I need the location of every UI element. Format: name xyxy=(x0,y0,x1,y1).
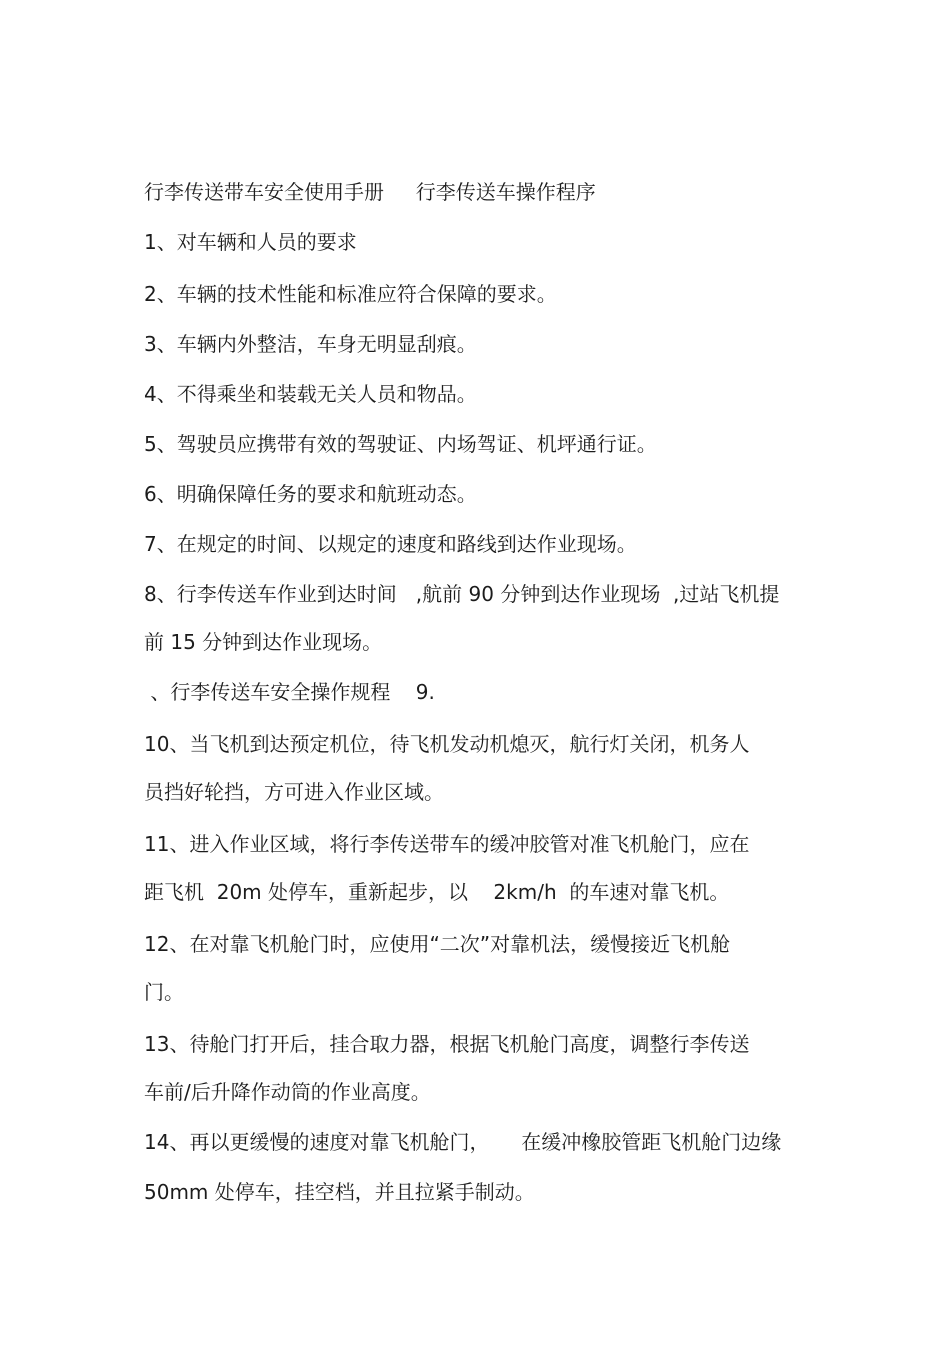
paragraph-line: 11、进入作业区域，将行李传送带车的缓冲胶管对准飞机舱门，应在 xyxy=(144,832,750,856)
paragraph-line: 前 15 分钟到达作业现场。 xyxy=(144,630,383,654)
paragraph-line: 4、不得乘坐和装载无关人员和物品。 xyxy=(144,382,477,406)
paragraph-line: 5、驾驶员应携带有效的驾驶证、内场驾证、机坪通行证。 xyxy=(144,432,657,456)
paragraph-line: 距飞机 20m 处停车，重新起步，以 2km/h 的车速对靠飞机。 xyxy=(144,880,730,904)
paragraph-line: 13、待舱门打开后，挂合取力器，根据飞机舱门高度，调整行李传送 xyxy=(144,1032,750,1056)
paragraph-line: 门。 xyxy=(144,980,184,1004)
paragraph-line: 6、明确保障任务的要求和航班动态。 xyxy=(144,482,477,506)
paragraph-line: 10、当飞机到达预定机位，待飞机发动机熄灭，航行灯关闭，机务人 xyxy=(144,732,750,756)
paragraph-line: 员挡好轮挡，方可进入作业区域。 xyxy=(144,780,444,804)
paragraph-line: 14、再以更缓慢的速度对靠飞机舱门， 在缓冲橡胶管距飞机舱门边缘 xyxy=(144,1130,782,1154)
paragraph-line: 8、行李传送车作业到达时间 ,航前 90 分钟到达作业现场 ,过站飞机提 xyxy=(144,582,780,606)
paragraph-line: 7、在规定的时间、以规定的速度和路线到达作业现场。 xyxy=(144,532,637,556)
paragraph-line: 3、车辆内外整洁，车身无明显刮痕。 xyxy=(144,332,477,356)
paragraph-line: 1、对车辆和人员的要求 xyxy=(144,230,357,254)
paragraph-line: 50mm 处停车，挂空档，并且拉紧手制动。 xyxy=(144,1180,535,1204)
document-title: 行李传送带车安全使用手册 行李传送车操作程序 xyxy=(144,180,596,204)
section-heading: 、行李传送车安全操作规程 9. xyxy=(144,680,435,704)
paragraph-line: 12、在对靠飞机舱门时，应使用“二次”对靠机法，缓慢接近飞机舱 xyxy=(144,932,731,956)
paragraph-line: 车前/后升降作动筒的作业高度。 xyxy=(144,1080,431,1104)
paragraph-line: 2、车辆的技术性能和标准应符合保障的要求。 xyxy=(144,282,557,306)
